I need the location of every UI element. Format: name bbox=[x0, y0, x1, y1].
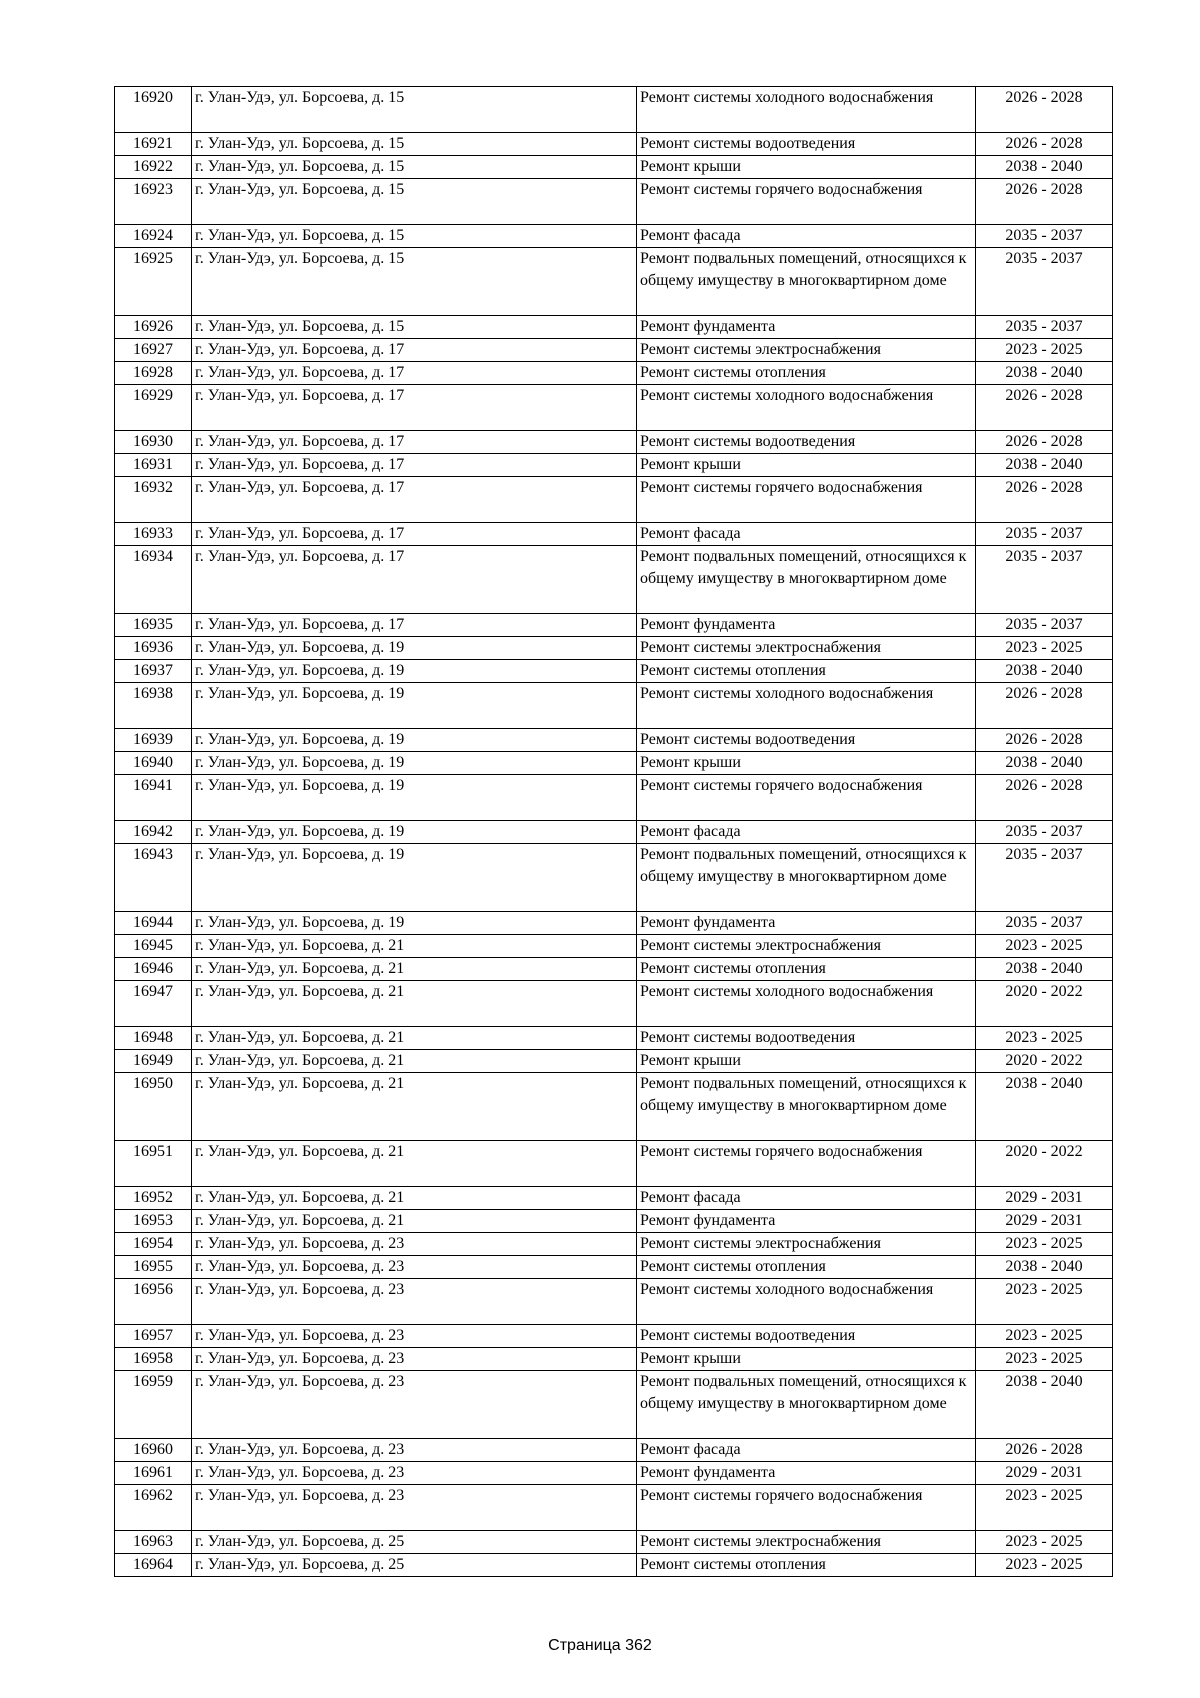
address-cell: г. Улан-Удэ, ул. Борсоева, д. 17 bbox=[192, 454, 637, 477]
period-cell: 2038 - 2040 bbox=[976, 1371, 1113, 1439]
address-cell: г. Улан-Удэ, ул. Борсоева, д. 25 bbox=[192, 1531, 637, 1554]
work-type-cell: Ремонт фундамента bbox=[637, 1210, 976, 1233]
period-cell: 2026 - 2028 bbox=[976, 133, 1113, 156]
address-cell: г. Улан-Удэ, ул. Борсоева, д. 15 bbox=[192, 225, 637, 248]
work-type-cell: Ремонт фасада bbox=[637, 821, 976, 844]
work-type-cell: Ремонт фасада bbox=[637, 1439, 976, 1462]
row-number-cell: 16943 bbox=[115, 844, 192, 912]
period-cell: 2026 - 2028 bbox=[976, 431, 1113, 454]
table-row bbox=[115, 385, 1113, 431]
table-row bbox=[115, 362, 1113, 385]
row-number-cell: 16949 bbox=[115, 1050, 192, 1073]
period-cell: 2023 - 2025 bbox=[976, 339, 1113, 362]
row-number-cell: 16925 bbox=[115, 248, 192, 316]
table-row bbox=[115, 1256, 1113, 1279]
table-row bbox=[115, 614, 1113, 637]
table-row bbox=[115, 1462, 1113, 1485]
row-number-cell: 16938 bbox=[115, 683, 192, 729]
address-cell: г. Улан-Удэ, ул. Борсоева, д. 15 bbox=[192, 156, 637, 179]
table-row bbox=[115, 1050, 1113, 1073]
table-row bbox=[115, 660, 1113, 683]
row-number-cell: 16932 bbox=[115, 477, 192, 523]
period-cell: 2029 - 2031 bbox=[976, 1187, 1113, 1210]
period-cell: 2026 - 2028 bbox=[976, 87, 1113, 133]
period-cell: 2020 - 2022 bbox=[976, 1050, 1113, 1073]
table-row bbox=[115, 1141, 1113, 1187]
period-cell: 2038 - 2040 bbox=[976, 362, 1113, 385]
period-cell: 2035 - 2037 bbox=[976, 546, 1113, 614]
row-number-cell: 16957 bbox=[115, 1325, 192, 1348]
row-number-cell: 16961 bbox=[115, 1462, 192, 1485]
address-cell: г. Улан-Удэ, ул. Борсоева, д. 23 bbox=[192, 1256, 637, 1279]
work-type-cell: Ремонт системы электроснабжения bbox=[637, 1233, 976, 1256]
table-row bbox=[115, 1439, 1113, 1462]
work-type-cell: Ремонт системы отопления bbox=[637, 362, 976, 385]
table-row bbox=[115, 1325, 1113, 1348]
address-cell: г. Улан-Удэ, ул. Борсоева, д. 25 bbox=[192, 1554, 637, 1577]
row-number-cell: 16926 bbox=[115, 316, 192, 339]
table-row bbox=[115, 912, 1113, 935]
period-cell: 2023 - 2025 bbox=[976, 637, 1113, 660]
address-cell: г. Улан-Удэ, ул. Борсоева, д. 21 bbox=[192, 1050, 637, 1073]
address-cell: г. Улан-Удэ, ул. Борсоева, д. 21 bbox=[192, 935, 637, 958]
address-cell: г. Улан-Удэ, ул. Борсоева, д. 23 bbox=[192, 1439, 637, 1462]
row-number-cell: 16947 bbox=[115, 981, 192, 1027]
work-type-cell: Ремонт фасада bbox=[637, 1187, 976, 1210]
address-cell: г. Улан-Удэ, ул. Борсоева, д. 17 bbox=[192, 523, 637, 546]
address-cell: г. Улан-Удэ, ул. Борсоева, д. 17 bbox=[192, 431, 637, 454]
period-cell: 2023 - 2025 bbox=[976, 1531, 1113, 1554]
work-type-cell: Ремонт подвальных помещений, относящихся к общему имуществу в многоквартирном доме bbox=[637, 546, 976, 614]
page-number: Страница 362 bbox=[548, 1637, 652, 1654]
table-row bbox=[115, 821, 1113, 844]
row-number-cell: 16941 bbox=[115, 775, 192, 821]
period-cell: 2035 - 2037 bbox=[976, 844, 1113, 912]
row-number-cell: 16936 bbox=[115, 637, 192, 660]
table-row bbox=[115, 1027, 1113, 1050]
work-type-cell: Ремонт системы электроснабжения bbox=[637, 935, 976, 958]
work-type-cell: Ремонт фасада bbox=[637, 225, 976, 248]
work-type-cell: Ремонт системы горячего водоснабжения bbox=[637, 1141, 976, 1187]
period-cell: 2023 - 2025 bbox=[976, 935, 1113, 958]
work-type-cell: Ремонт системы электроснабжения bbox=[637, 339, 976, 362]
address-cell: г. Улан-Удэ, ул. Борсоева, д. 19 bbox=[192, 775, 637, 821]
table-row bbox=[115, 225, 1113, 248]
table-row bbox=[115, 431, 1113, 454]
period-cell: 2029 - 2031 bbox=[976, 1462, 1113, 1485]
table-body bbox=[115, 87, 1113, 1577]
period-cell: 2038 - 2040 bbox=[976, 958, 1113, 981]
row-number-cell: 16924 bbox=[115, 225, 192, 248]
address-cell: г. Улан-Удэ, ул. Борсоева, д. 21 bbox=[192, 1027, 637, 1050]
period-cell: 2035 - 2037 bbox=[976, 248, 1113, 316]
period-cell: 2035 - 2037 bbox=[976, 523, 1113, 546]
address-cell: г. Улан-Удэ, ул. Борсоева, д. 23 bbox=[192, 1371, 637, 1439]
table-row bbox=[115, 958, 1113, 981]
row-number-cell: 16942 bbox=[115, 821, 192, 844]
table-row bbox=[115, 1073, 1113, 1141]
address-cell: г. Улан-Удэ, ул. Борсоева, д. 23 bbox=[192, 1279, 637, 1325]
table-row bbox=[115, 546, 1113, 614]
table-row bbox=[115, 775, 1113, 821]
row-number-cell: 16923 bbox=[115, 179, 192, 225]
work-type-cell: Ремонт крыши bbox=[637, 156, 976, 179]
table-row bbox=[115, 1233, 1113, 1256]
table-row bbox=[115, 339, 1113, 362]
address-cell: г. Улан-Удэ, ул. Борсоева, д. 17 bbox=[192, 477, 637, 523]
period-cell: 2026 - 2028 bbox=[976, 775, 1113, 821]
table-row bbox=[115, 1279, 1113, 1325]
row-number-cell: 16959 bbox=[115, 1371, 192, 1439]
table-row bbox=[115, 844, 1113, 912]
address-cell: г. Улан-Удэ, ул. Борсоева, д. 15 bbox=[192, 316, 637, 339]
table-row bbox=[115, 752, 1113, 775]
table-row bbox=[115, 179, 1113, 225]
work-type-cell: Ремонт фундамента bbox=[637, 912, 976, 935]
work-type-cell: Ремонт подвальных помещений, относящихся к общему имуществу в многоквартирном доме bbox=[637, 1073, 976, 1141]
address-cell: г. Улан-Удэ, ул. Борсоева, д. 19 bbox=[192, 683, 637, 729]
period-cell: 2038 - 2040 bbox=[976, 752, 1113, 775]
address-cell: г. Улан-Удэ, ул. Борсоева, д. 23 bbox=[192, 1462, 637, 1485]
address-cell: г. Улан-Удэ, ул. Борсоева, д. 17 bbox=[192, 339, 637, 362]
period-cell: 2026 - 2028 bbox=[976, 385, 1113, 431]
row-number-cell: 16952 bbox=[115, 1187, 192, 1210]
period-cell: 2029 - 2031 bbox=[976, 1210, 1113, 1233]
address-cell: г. Улан-Удэ, ул. Борсоева, д. 15 bbox=[192, 248, 637, 316]
row-number-cell: 16946 bbox=[115, 958, 192, 981]
repair-schedule-table bbox=[114, 86, 1113, 1577]
period-cell: 2035 - 2037 bbox=[976, 614, 1113, 637]
period-cell: 2020 - 2022 bbox=[976, 981, 1113, 1027]
work-type-cell: Ремонт системы холодного водоснабжения bbox=[637, 385, 976, 431]
row-number-cell: 16953 bbox=[115, 1210, 192, 1233]
row-number-cell: 16927 bbox=[115, 339, 192, 362]
address-cell: г. Улан-Удэ, ул. Борсоева, д. 21 bbox=[192, 1187, 637, 1210]
work-type-cell: Ремонт системы водоотведения bbox=[637, 431, 976, 454]
period-cell: 2023 - 2025 bbox=[976, 1325, 1113, 1348]
period-cell: 2023 - 2025 bbox=[976, 1233, 1113, 1256]
address-cell: г. Улан-Удэ, ул. Борсоева, д. 19 bbox=[192, 912, 637, 935]
table-row bbox=[115, 87, 1113, 133]
table-row bbox=[115, 454, 1113, 477]
row-number-cell: 16920 bbox=[115, 87, 192, 133]
table-row bbox=[115, 1554, 1113, 1577]
period-cell: 2035 - 2037 bbox=[976, 821, 1113, 844]
work-type-cell: Ремонт системы электроснабжения bbox=[637, 637, 976, 660]
row-number-cell: 16964 bbox=[115, 1554, 192, 1577]
table-row bbox=[115, 1371, 1113, 1439]
row-number-cell: 16930 bbox=[115, 431, 192, 454]
period-cell: 2038 - 2040 bbox=[976, 156, 1113, 179]
work-type-cell: Ремонт системы отопления bbox=[637, 958, 976, 981]
row-number-cell: 16935 bbox=[115, 614, 192, 637]
work-type-cell: Ремонт системы водоотведения bbox=[637, 1325, 976, 1348]
work-type-cell: Ремонт крыши bbox=[637, 1050, 976, 1073]
table-row bbox=[115, 248, 1113, 316]
work-type-cell: Ремонт фундамента bbox=[637, 1462, 976, 1485]
row-number-cell: 16955 bbox=[115, 1256, 192, 1279]
row-number-cell: 16922 bbox=[115, 156, 192, 179]
row-number-cell: 16933 bbox=[115, 523, 192, 546]
table-row bbox=[115, 1531, 1113, 1554]
work-type-cell: Ремонт подвальных помещений, относящихся к общему имуществу в многоквартирном доме bbox=[637, 844, 976, 912]
row-number-cell: 16960 bbox=[115, 1439, 192, 1462]
work-type-cell: Ремонт подвальных помещений, относящихся к общему имуществу в многоквартирном доме bbox=[637, 248, 976, 316]
period-cell: 2038 - 2040 bbox=[976, 1256, 1113, 1279]
work-type-cell: Ремонт фундамента bbox=[637, 614, 976, 637]
row-number-cell: 16962 bbox=[115, 1485, 192, 1531]
period-cell: 2026 - 2028 bbox=[976, 683, 1113, 729]
address-cell: г. Улан-Удэ, ул. Борсоева, д. 19 bbox=[192, 637, 637, 660]
row-number-cell: 16948 bbox=[115, 1027, 192, 1050]
address-cell: г. Улан-Удэ, ул. Борсоева, д. 21 bbox=[192, 1141, 637, 1187]
row-number-cell: 16951 bbox=[115, 1141, 192, 1187]
table-row bbox=[115, 637, 1113, 660]
period-cell: 2038 - 2040 bbox=[976, 660, 1113, 683]
address-cell: г. Улан-Удэ, ул. Борсоева, д. 21 bbox=[192, 1073, 637, 1141]
period-cell: 2026 - 2028 bbox=[976, 477, 1113, 523]
work-type-cell: Ремонт системы отопления bbox=[637, 1256, 976, 1279]
period-cell: 2020 - 2022 bbox=[976, 1141, 1113, 1187]
address-cell: г. Улан-Удэ, ул. Борсоева, д. 23 bbox=[192, 1485, 637, 1531]
work-type-cell: Ремонт системы холодного водоснабжения bbox=[637, 981, 976, 1027]
work-type-cell: Ремонт системы горячего водоснабжения bbox=[637, 1485, 976, 1531]
address-cell: г. Улан-Удэ, ул. Борсоева, д. 23 bbox=[192, 1233, 637, 1256]
table-row bbox=[115, 729, 1113, 752]
table-row bbox=[115, 935, 1113, 958]
row-number-cell: 16940 bbox=[115, 752, 192, 775]
period-cell: 2038 - 2040 bbox=[976, 454, 1113, 477]
row-number-cell: 16939 bbox=[115, 729, 192, 752]
address-cell: г. Улан-Удэ, ул. Борсоева, д. 23 bbox=[192, 1325, 637, 1348]
address-cell: г. Улан-Удэ, ул. Борсоева, д. 17 bbox=[192, 546, 637, 614]
table-row bbox=[115, 523, 1113, 546]
row-number-cell: 16956 bbox=[115, 1279, 192, 1325]
period-cell: 2023 - 2025 bbox=[976, 1279, 1113, 1325]
table-row bbox=[115, 981, 1113, 1027]
work-type-cell: Ремонт системы водоотведения bbox=[637, 1027, 976, 1050]
row-number-cell: 16954 bbox=[115, 1233, 192, 1256]
work-type-cell: Ремонт системы электроснабжения bbox=[637, 1531, 976, 1554]
address-cell: г. Улан-Удэ, ул. Борсоева, д. 19 bbox=[192, 844, 637, 912]
work-type-cell: Ремонт крыши bbox=[637, 752, 976, 775]
address-cell: г. Улан-Удэ, ул. Борсоева, д. 19 bbox=[192, 752, 637, 775]
row-number-cell: 16928 bbox=[115, 362, 192, 385]
address-cell: г. Улан-Удэ, ул. Борсоева, д. 17 bbox=[192, 385, 637, 431]
period-cell: 2035 - 2037 bbox=[976, 225, 1113, 248]
work-type-cell: Ремонт системы отопления bbox=[637, 660, 976, 683]
table-row bbox=[115, 1348, 1113, 1371]
work-type-cell: Ремонт крыши bbox=[637, 454, 976, 477]
work-type-cell: Ремонт фасада bbox=[637, 523, 976, 546]
period-cell: 2023 - 2025 bbox=[976, 1027, 1113, 1050]
row-number-cell: 16929 bbox=[115, 385, 192, 431]
work-type-cell: Ремонт крыши bbox=[637, 1348, 976, 1371]
address-cell: г. Улан-Удэ, ул. Борсоева, д. 21 bbox=[192, 958, 637, 981]
period-cell: 2026 - 2028 bbox=[976, 729, 1113, 752]
period-cell: 2023 - 2025 bbox=[976, 1348, 1113, 1371]
table-row bbox=[115, 683, 1113, 729]
address-cell: г. Улан-Удэ, ул. Борсоева, д. 19 bbox=[192, 660, 637, 683]
row-number-cell: 16958 bbox=[115, 1348, 192, 1371]
row-number-cell: 16921 bbox=[115, 133, 192, 156]
address-cell: г. Улан-Удэ, ул. Борсоева, д. 15 bbox=[192, 133, 637, 156]
period-cell: 2023 - 2025 bbox=[976, 1485, 1113, 1531]
row-number-cell: 16934 bbox=[115, 546, 192, 614]
address-cell: г. Улан-Удэ, ул. Борсоева, д. 17 bbox=[192, 614, 637, 637]
work-type-cell: Ремонт подвальных помещений, относящихся к общему имуществу в многоквартирном доме bbox=[637, 1371, 976, 1439]
work-type-cell: Ремонт системы холодного водоснабжения bbox=[637, 87, 976, 133]
work-type-cell: Ремонт фундамента bbox=[637, 316, 976, 339]
row-number-cell: 16945 bbox=[115, 935, 192, 958]
row-number-cell: 16944 bbox=[115, 912, 192, 935]
table-row bbox=[115, 477, 1113, 523]
row-number-cell: 16937 bbox=[115, 660, 192, 683]
period-cell: 2035 - 2037 bbox=[976, 316, 1113, 339]
period-cell: 2026 - 2028 bbox=[976, 1439, 1113, 1462]
address-cell: г. Улан-Удэ, ул. Борсоева, д. 19 bbox=[192, 729, 637, 752]
period-cell: 2026 - 2028 bbox=[976, 179, 1113, 225]
address-cell: г. Улан-Удэ, ул. Борсоева, д. 21 bbox=[192, 981, 637, 1027]
work-type-cell: Ремонт системы водоотведения bbox=[637, 729, 976, 752]
work-type-cell: Ремонт системы отопления bbox=[637, 1554, 976, 1577]
work-type-cell: Ремонт системы горячего водоснабжения bbox=[637, 179, 976, 225]
work-type-cell: Ремонт системы водоотведения bbox=[637, 133, 976, 156]
table-row bbox=[115, 1187, 1113, 1210]
row-number-cell: 16931 bbox=[115, 454, 192, 477]
table-row bbox=[115, 156, 1113, 179]
row-number-cell: 16963 bbox=[115, 1531, 192, 1554]
address-cell: г. Улан-Удэ, ул. Борсоева, д. 19 bbox=[192, 821, 637, 844]
table-row bbox=[115, 1210, 1113, 1233]
address-cell: г. Улан-Удэ, ул. Борсоева, д. 23 bbox=[192, 1348, 637, 1371]
address-cell: г. Улан-Удэ, ул. Борсоева, д. 15 bbox=[192, 87, 637, 133]
address-cell: г. Улан-Удэ, ул. Борсоева, д. 15 bbox=[192, 179, 637, 225]
row-number-cell: 16950 bbox=[115, 1073, 192, 1141]
work-type-cell: Ремонт системы горячего водоснабжения bbox=[637, 775, 976, 821]
period-cell: 2038 - 2040 bbox=[976, 1073, 1113, 1141]
work-type-cell: Ремонт системы горячего водоснабжения bbox=[637, 477, 976, 523]
table-row bbox=[115, 133, 1113, 156]
address-cell: г. Улан-Удэ, ул. Борсоева, д. 17 bbox=[192, 362, 637, 385]
period-cell: 2035 - 2037 bbox=[976, 912, 1113, 935]
work-type-cell: Ремонт системы холодного водоснабжения bbox=[637, 683, 976, 729]
work-type-cell: Ремонт системы холодного водоснабжения bbox=[637, 1279, 976, 1325]
table-row bbox=[115, 316, 1113, 339]
table-row bbox=[115, 1485, 1113, 1531]
address-cell: г. Улан-Удэ, ул. Борсоева, д. 21 bbox=[192, 1210, 637, 1233]
period-cell: 2023 - 2025 bbox=[976, 1554, 1113, 1577]
